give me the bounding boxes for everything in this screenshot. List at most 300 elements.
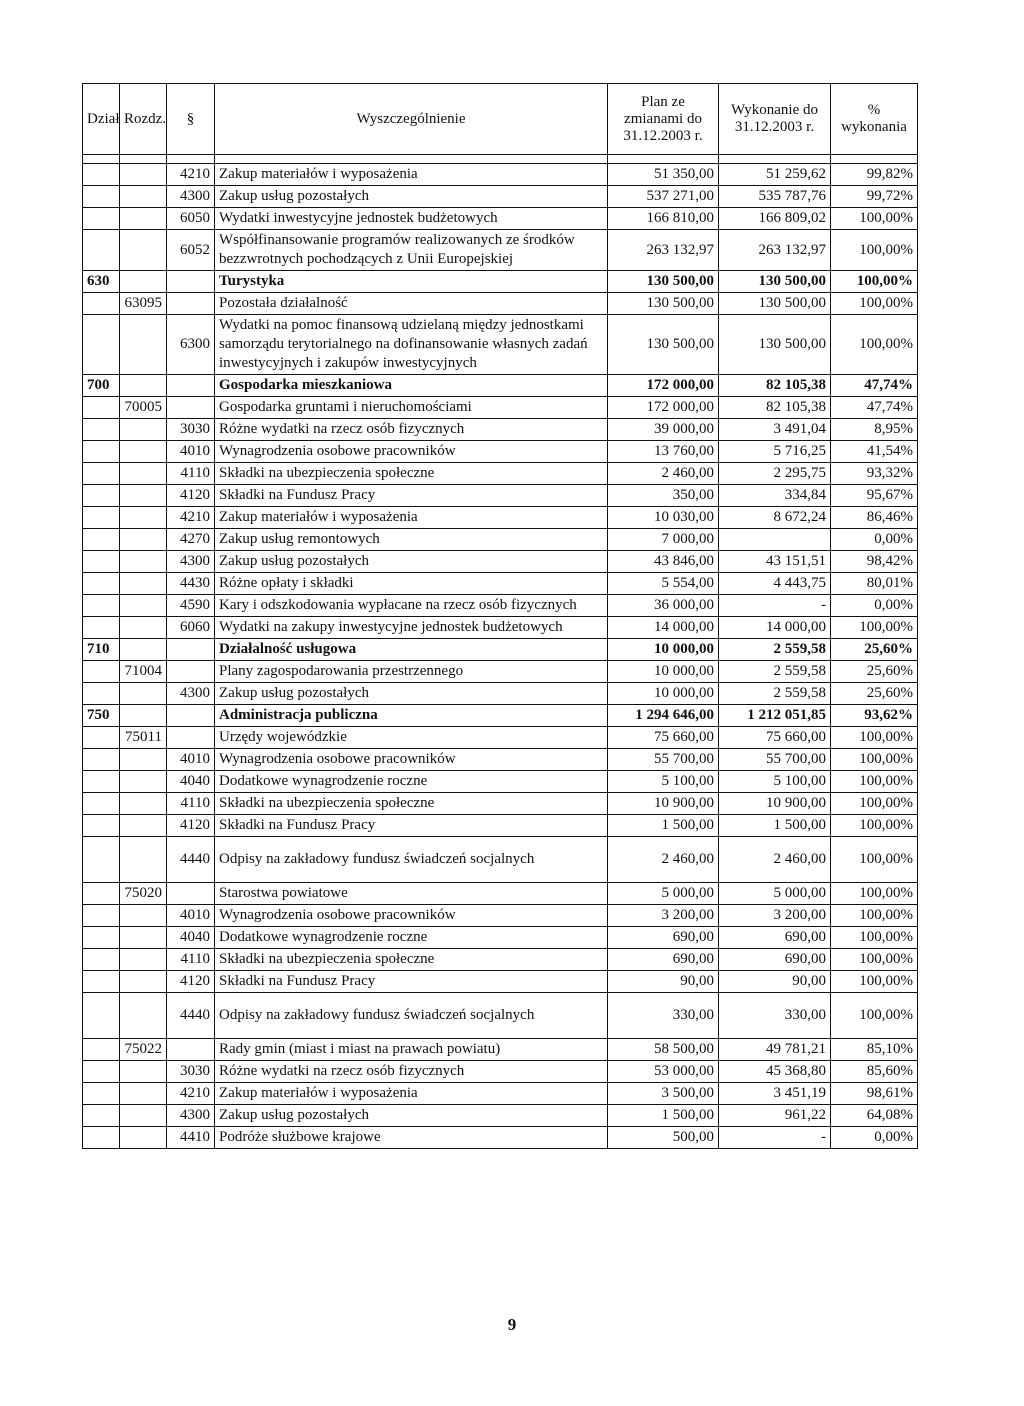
cell-percent: 100,00% [831,617,918,639]
table-row [83,793,918,815]
cell-percent: 100,00% [831,749,918,771]
cell-paragraph [167,883,215,905]
cell-rozdzial [120,573,167,595]
cell-execution: 130 500,00 [719,293,831,315]
cell-percent: 0,00% [831,1127,918,1149]
cell-percent: 99,82% [831,164,918,186]
cell-percent: 25,60% [831,683,918,705]
cell-paragraph: 4300 [167,1105,215,1127]
cell-dzial [83,208,120,230]
table-row [83,208,918,230]
table-row [83,927,918,949]
cell-paragraph [167,375,215,397]
cell-paragraph: 4120 [167,971,215,993]
cell-description: Zakup usług pozostałych [215,551,608,573]
cell-plan: 1 500,00 [608,1105,719,1127]
cell-rozdzial [120,683,167,705]
cell-percent: 47,74% [831,375,918,397]
cell-execution: 43 151,51 [719,551,831,573]
cell-execution: 75 660,00 [719,727,831,749]
cell-dzial [83,186,120,208]
cell-execution: 2 559,58 [719,683,831,705]
header-spacer-row [83,155,918,164]
cell-rozdzial [120,463,167,485]
table-row [83,551,918,573]
cell-dzial [83,164,120,186]
cell-rozdzial [120,749,167,771]
cell-dzial [83,883,120,905]
cell-description: Gospodarka mieszkaniowa [215,375,608,397]
cell-rozdzial [120,507,167,529]
cell-percent: 80,01% [831,573,918,595]
cell-paragraph [167,639,215,661]
cell-execution: 3 451,19 [719,1083,831,1105]
cell-percent: 100,00% [831,837,918,883]
cell-dzial: 630 [83,271,120,293]
cell-paragraph [167,705,215,727]
cell-plan: 172 000,00 [608,397,719,419]
cell-percent: 25,60% [831,661,918,683]
cell-plan: 166 810,00 [608,208,719,230]
cell-execution: 45 368,80 [719,1061,831,1083]
cell-description: Starostwa powiatowe [215,883,608,905]
cell-plan: 36 000,00 [608,595,719,617]
page-number: 9 [507,1315,517,1334]
table-row [83,485,918,507]
cell-paragraph: 4110 [167,463,215,485]
cell-plan: 58 500,00 [608,1039,719,1061]
cell-description: Wynagrodzenia osobowe pracowników [215,441,608,463]
cell-rozdzial [120,971,167,993]
cell-paragraph: 6050 [167,208,215,230]
cell-paragraph [167,727,215,749]
cell-paragraph: 4410 [167,1127,215,1149]
cell-plan: 537 271,00 [608,186,719,208]
cell-description: Składki na ubezpieczenia społeczne [215,463,608,485]
cell-dzial [83,1061,120,1083]
cell-dzial [83,551,120,573]
cell-paragraph: 6300 [167,315,215,375]
cell-plan: 90,00 [608,971,719,993]
cell-rozdzial [120,639,167,661]
cell-dzial [83,397,120,419]
table-row [83,271,918,293]
cell-rozdzial [120,164,167,186]
cell-paragraph: 4440 [167,993,215,1039]
cell-percent: 98,61% [831,1083,918,1105]
cell-description: Zakup materiałów i wyposażenia [215,507,608,529]
cell-execution: 49 781,21 [719,1039,831,1061]
cell-percent: 100,00% [831,230,918,271]
cell-plan: 39 000,00 [608,419,719,441]
cell-description: Dodatkowe wynagrodzenie roczne [215,927,608,949]
cell-dzial [83,993,120,1039]
table-row [83,595,918,617]
cell-execution: 3 491,04 [719,419,831,441]
cell-dzial [83,507,120,529]
cell-execution: 130 500,00 [719,315,831,375]
cell-rozdzial [120,375,167,397]
cell-execution: 690,00 [719,927,831,949]
cell-percent: 100,00% [831,949,918,971]
table-row [83,727,918,749]
cell-description: Odpisy na zakładowy fundusz świadczeń socjalnych [215,837,608,883]
cell-plan: 2 460,00 [608,463,719,485]
cell-dzial [83,1105,120,1127]
cell-dzial [83,293,120,315]
cell-plan: 690,00 [608,927,719,949]
cell-percent: 8,95% [831,419,918,441]
cell-description: Współfinansowanie programów realizowanych ze środków bezzwrotnych pochodzących z Unii Europejskiej [215,230,608,271]
cell-dzial [83,727,120,749]
cell-description: Zakup usług pozostałych [215,186,608,208]
cell-plan: 10 900,00 [608,793,719,815]
cell-percent: 100,00% [831,793,918,815]
cell-plan: 1 294 646,00 [608,705,719,727]
table-row [83,1127,918,1149]
cell-description: Pozostała działalność [215,293,608,315]
cell-description: Kary i odszkodowania wypłacane na rzecz osób fizycznych [215,595,608,617]
cell-paragraph: 4440 [167,837,215,883]
cell-paragraph: 4110 [167,949,215,971]
cell-percent: 98,42% [831,551,918,573]
cell-plan: 130 500,00 [608,293,719,315]
cell-percent: 100,00% [831,971,918,993]
cell-rozdzial [120,927,167,949]
cell-plan: 330,00 [608,993,719,1039]
cell-plan: 10 000,00 [608,639,719,661]
cell-rozdzial [120,617,167,639]
cell-execution: 1 212 051,85 [719,705,831,727]
cell-dzial: 710 [83,639,120,661]
cell-percent: 100,00% [831,208,918,230]
cell-percent: 86,46% [831,507,918,529]
cell-rozdzial [120,271,167,293]
cell-paragraph: 4010 [167,905,215,927]
cell-description: Składki na Fundusz Pracy [215,971,608,993]
cell-execution: 1 500,00 [719,815,831,837]
cell-dzial [83,1127,120,1149]
cell-execution [719,529,831,551]
table-row [83,771,918,793]
cell-paragraph: 4110 [167,793,215,815]
cell-description: Zakup materiałów i wyposażenia [215,1083,608,1105]
cell-plan: 55 700,00 [608,749,719,771]
cell-paragraph: 4010 [167,441,215,463]
table-row [83,883,918,905]
cell-description: Wydatki na pomoc finansową udzielaną między jednostkami samorządu terytorialnego na dofinansowanie własnych zadań inwestycyjnych i zakupów inwestycyjnych [215,315,608,375]
cell-dzial [83,661,120,683]
header-description: Wyszczególnienie [215,84,608,155]
cell-percent: 100,00% [831,771,918,793]
cell-description: Zakup materiałów i wyposażenia [215,164,608,186]
table-row [83,993,918,1039]
cell-percent: 100,00% [831,271,918,293]
cell-paragraph [167,271,215,293]
header-plan: Plan ze zmianami do 31.12.2003 r. [608,84,719,155]
cell-paragraph: 4040 [167,927,215,949]
budget-expenditure-table [82,83,918,1149]
table-row [83,186,918,208]
cell-dzial [83,927,120,949]
cell-dzial [83,230,120,271]
cell-description: Turystyka [215,271,608,293]
cell-plan: 130 500,00 [608,315,719,375]
cell-rozdzial [120,595,167,617]
cell-execution: 263 132,97 [719,230,831,271]
cell-execution: 4 443,75 [719,573,831,595]
cell-rozdzial [120,793,167,815]
table-row [83,617,918,639]
cell-dzial [83,905,120,927]
cell-rozdzial [120,208,167,230]
cell-paragraph [167,397,215,419]
cell-percent: 95,67% [831,485,918,507]
table-row [83,230,918,271]
cell-rozdzial [120,949,167,971]
cell-paragraph: 4300 [167,551,215,573]
cell-paragraph: 6060 [167,617,215,639]
table-row [83,639,918,661]
cell-description: Zakup usług pozostałych [215,683,608,705]
cell-dzial [83,749,120,771]
table-row [83,507,918,529]
table-row [83,164,918,186]
cell-execution: 5 100,00 [719,771,831,793]
cell-rozdzial: 75022 [120,1039,167,1061]
cell-dzial [83,419,120,441]
cell-dzial [83,837,120,883]
table-row [83,1039,918,1061]
cell-description: Wynagrodzenia osobowe pracowników [215,749,608,771]
cell-dzial [83,815,120,837]
cell-execution: 166 809,02 [719,208,831,230]
cell-execution: 130 500,00 [719,271,831,293]
cell-paragraph: 4040 [167,771,215,793]
cell-execution: 5 716,25 [719,441,831,463]
cell-plan: 5 000,00 [608,883,719,905]
cell-paragraph: 4590 [167,595,215,617]
table-row [83,397,918,419]
cell-execution: 535 787,76 [719,186,831,208]
cell-percent: 100,00% [831,883,918,905]
cell-rozdzial [120,771,167,793]
cell-description: Urzędy wojewódzkie [215,727,608,749]
cell-execution: 8 672,24 [719,507,831,529]
cell-dzial [83,793,120,815]
table-row [83,905,918,927]
cell-percent: 0,00% [831,529,918,551]
cell-description: Dodatkowe wynagrodzenie roczne [215,771,608,793]
cell-plan: 690,00 [608,949,719,971]
cell-plan: 10 000,00 [608,661,719,683]
cell-description: Zakup usług remontowych [215,529,608,551]
cell-percent: 64,08% [831,1105,918,1127]
cell-plan: 10 000,00 [608,683,719,705]
table-row [83,441,918,463]
cell-rozdzial: 70005 [120,397,167,419]
cell-paragraph [167,661,215,683]
cell-paragraph: 3030 [167,1061,215,1083]
cell-description: Plany zagospodarowania przestrzennego [215,661,608,683]
cell-execution: 2 559,58 [719,639,831,661]
cell-plan: 263 132,97 [608,230,719,271]
cell-paragraph [167,1039,215,1061]
cell-rozdzial [120,419,167,441]
cell-rozdzial [120,705,167,727]
header-dzial: Dział [83,84,120,155]
table-row [83,375,918,397]
table-row [83,705,918,727]
cell-rozdzial [120,993,167,1039]
cell-percent: 85,60% [831,1061,918,1083]
cell-plan: 3 200,00 [608,905,719,927]
cell-rozdzial [120,485,167,507]
cell-dzial [83,595,120,617]
cell-percent: 25,60% [831,639,918,661]
cell-plan: 130 500,00 [608,271,719,293]
cell-dzial: 700 [83,375,120,397]
cell-execution: 690,00 [719,949,831,971]
cell-rozdzial [120,551,167,573]
cell-percent: 100,00% [831,927,918,949]
cell-description: Administracja publiczna [215,705,608,727]
cell-description: Gospodarka gruntami i nieruchomościami [215,397,608,419]
cell-rozdzial [120,837,167,883]
cell-percent: 41,54% [831,441,918,463]
cell-dzial [83,573,120,595]
cell-execution: 82 105,38 [719,397,831,419]
cell-execution: 10 900,00 [719,793,831,815]
cell-rozdzial [120,1127,167,1149]
header-percent: % wykonania [831,84,918,155]
table-row [83,661,918,683]
cell-paragraph: 4210 [167,507,215,529]
cell-plan: 13 760,00 [608,441,719,463]
cell-plan: 7 000,00 [608,529,719,551]
cell-dzial [83,949,120,971]
cell-rozdzial: 63095 [120,293,167,315]
cell-plan: 43 846,00 [608,551,719,573]
cell-plan: 2 460,00 [608,837,719,883]
cell-execution: 3 200,00 [719,905,831,927]
cell-description: Działalność usługowa [215,639,608,661]
table-row [83,971,918,993]
cell-plan: 10 030,00 [608,507,719,529]
table-row [83,749,918,771]
cell-execution: 82 105,38 [719,375,831,397]
cell-plan: 500,00 [608,1127,719,1149]
cell-rozdzial [120,529,167,551]
cell-execution: 2 559,58 [719,661,831,683]
cell-paragraph: 4210 [167,164,215,186]
cell-dzial [83,1083,120,1105]
table-row [83,529,918,551]
cell-dzial [83,617,120,639]
cell-plan: 350,00 [608,485,719,507]
cell-paragraph: 6052 [167,230,215,271]
cell-plan: 75 660,00 [608,727,719,749]
cell-plan: 1 500,00 [608,815,719,837]
header-paragraph: § [167,84,215,155]
table-row [83,573,918,595]
cell-rozdzial [120,1061,167,1083]
cell-dzial [83,971,120,993]
cell-percent: 100,00% [831,293,918,315]
cell-execution: 55 700,00 [719,749,831,771]
cell-execution: 51 259,62 [719,164,831,186]
header-rozdz: Rozdz. [120,84,167,155]
cell-plan: 51 350,00 [608,164,719,186]
cell-percent: 100,00% [831,993,918,1039]
table-row [83,837,918,883]
table-row [83,683,918,705]
table-row [83,1083,918,1105]
cell-rozdzial [120,441,167,463]
cell-dzial [83,771,120,793]
cell-paragraph: 4120 [167,485,215,507]
cell-paragraph: 4300 [167,186,215,208]
cell-paragraph: 4300 [167,683,215,705]
cell-execution: 2 295,75 [719,463,831,485]
table-row [83,463,918,485]
cell-description: Podróże służbowe krajowe [215,1127,608,1149]
cell-rozdzial: 71004 [120,661,167,683]
cell-percent: 100,00% [831,727,918,749]
cell-paragraph: 4270 [167,529,215,551]
cell-rozdzial [120,1083,167,1105]
cell-execution: 5 000,00 [719,883,831,905]
cell-percent: 99,72% [831,186,918,208]
cell-description: Różne wydatki na rzecz osób fizycznych [215,419,608,441]
cell-paragraph: 3030 [167,419,215,441]
cell-percent: 93,62% [831,705,918,727]
table-row [83,1061,918,1083]
cell-execution: 14 000,00 [719,617,831,639]
cell-description: Rady gmin (miast i miast na prawach powiatu) [215,1039,608,1061]
cell-paragraph: 4010 [167,749,215,771]
cell-plan: 53 000,00 [608,1061,719,1083]
cell-execution: 90,00 [719,971,831,993]
cell-rozdzial [120,230,167,271]
cell-description: Wydatki inwestycyjne jednostek budżetowych [215,208,608,230]
cell-paragraph: 4210 [167,1083,215,1105]
cell-description: Wydatki na zakupy inwestycyjne jednostek budżetowych [215,617,608,639]
cell-description: Odpisy na zakładowy fundusz świadczeń socjalnych [215,993,608,1039]
table-row [83,949,918,971]
cell-plan: 172 000,00 [608,375,719,397]
cell-plan: 14 000,00 [608,617,719,639]
cell-rozdzial [120,315,167,375]
cell-execution: 2 460,00 [719,837,831,883]
cell-percent: 0,00% [831,595,918,617]
cell-description: Składki na Fundusz Pracy [215,485,608,507]
cell-execution: - [719,595,831,617]
cell-description: Różne wydatki na rzecz osób fizycznych [215,1061,608,1083]
cell-plan: 5 554,00 [608,573,719,595]
cell-percent: 93,32% [831,463,918,485]
cell-plan: 3 500,00 [608,1083,719,1105]
cell-dzial [83,1039,120,1061]
cell-description: Wynagrodzenia osobowe pracowników [215,905,608,927]
cell-percent: 100,00% [831,315,918,375]
cell-description: Składki na ubezpieczenia społeczne [215,793,608,815]
cell-description: Składki na ubezpieczenia społeczne [215,949,608,971]
header-execution: Wykonanie do 31.12.2003 r. [719,84,831,155]
cell-dzial [83,683,120,705]
cell-execution: 330,00 [719,993,831,1039]
cell-percent: 47,74% [831,397,918,419]
